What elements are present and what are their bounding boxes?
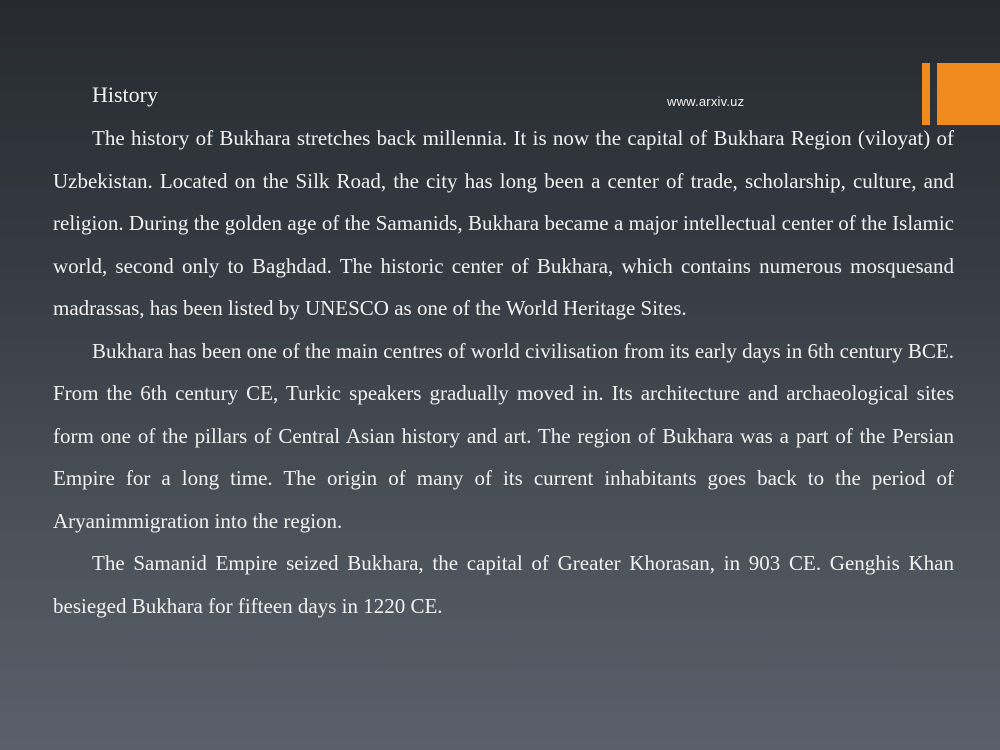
paragraph-2: Bukhara has been one of the main centres of world civilisation from its early days in 6th century BCE. From the 6th century CE, Turkic speakers gradually moved in. Its architecture and archaeological sites form one of the pillars of Central Asian history and art. The region of Bukhara was a part of the Persian Empire for a long time. The origin of many of its current inhabitants goes back to the period of Aryanimmigration into the region.	[53, 338, 954, 533]
accent-bar-wide	[937, 63, 1000, 125]
body-text	[53, 117, 954, 627]
paragraph-3: The Samanid Empire seized Bukhara, the capital of Greater Khorasan, in 903 CE. Genghis Khan besieged Bukhara for fifteen days in 1220 CE.	[53, 551, 954, 618]
paragraph-1: The history of Bukhara stretches back millennia. It is now the capital of Bukhara Region (viloyat) of Uzbekistan. Located on the Silk Road, the city has long been a center of trade, scholarship, culture, and religion. During the golden age of the Samanids, Bukhara became a major intellectual center of the Islamic world, second only to Baghdad. The historic center of Bukhara, which contains numerous mosquesand madrassas, has been listed by UNESCO as one of the World Heritage Sites.	[53, 126, 954, 320]
slide-heading: History	[92, 82, 158, 107]
website-label: www.arxiv.uz	[667, 94, 745, 109]
accent-bar-thin	[922, 63, 930, 125]
